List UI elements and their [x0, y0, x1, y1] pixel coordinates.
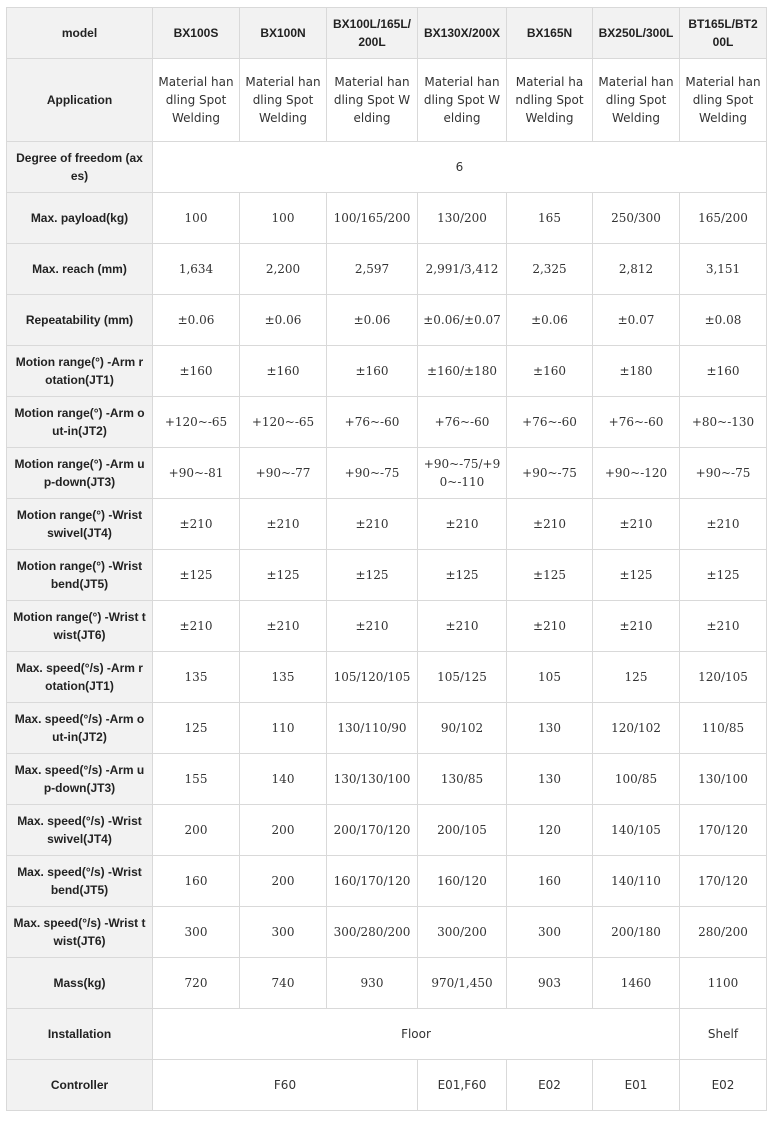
spec-value: 105 — [507, 652, 593, 703]
spec-value: ±125 — [507, 550, 593, 601]
dof-row — [7, 142, 767, 193]
spec-value: 300/280/200 — [327, 907, 418, 958]
row-label: Degree of freedom (axes) — [7, 142, 153, 193]
spec-value: ±0.08 — [680, 295, 767, 346]
model-name: BT165L/BT200L — [680, 8, 767, 59]
spec-value: +76~-60 — [327, 397, 418, 448]
spec-value: ±0.07 — [593, 295, 680, 346]
spec-value: ±210 — [680, 601, 767, 652]
spec-value: 200 — [153, 805, 240, 856]
spec-value: 125 — [153, 703, 240, 754]
spec-value: 130/85 — [418, 754, 507, 805]
spec-value: 2,597 — [327, 244, 418, 295]
spec-row — [7, 346, 767, 397]
spec-row — [7, 550, 767, 601]
model-name: BX250L/300L — [593, 8, 680, 59]
spec-value: 170/120 — [680, 805, 767, 856]
controller-row — [7, 1060, 767, 1111]
model-name: BX100N — [240, 8, 327, 59]
controller-value: F60 — [153, 1060, 418, 1111]
header-row — [7, 8, 767, 59]
model-name: BX165N — [507, 8, 593, 59]
spec-value: 165/200 — [680, 193, 767, 244]
spec-value: 120 — [507, 805, 593, 856]
spec-row — [7, 244, 767, 295]
spec-value: 135 — [153, 652, 240, 703]
spec-value: 135 — [240, 652, 327, 703]
controller-value: E01,F60 — [418, 1060, 507, 1111]
spec-value: 200/170/120 — [327, 805, 418, 856]
spec-value: +90~-75 — [680, 448, 767, 499]
spec-row — [7, 754, 767, 805]
spec-value: 300 — [153, 907, 240, 958]
installation-shelf: Shelf — [680, 1009, 767, 1060]
spec-value: 300 — [240, 907, 327, 958]
spec-value: 110/85 — [680, 703, 767, 754]
row-label: Max. payload(kg) — [7, 193, 153, 244]
spec-value: 165 — [507, 193, 593, 244]
spec-row — [7, 397, 767, 448]
spec-table-body — [7, 8, 767, 1111]
application-cell: Material handling Spot Welding — [240, 59, 327, 142]
spec-value: 100 — [153, 193, 240, 244]
spec-table — [6, 7, 767, 1111]
spec-value: 200/105 — [418, 805, 507, 856]
spec-row — [7, 295, 767, 346]
installation-floor: Floor — [153, 1009, 680, 1060]
row-label: Motion range(°) -Arm up-down(JT3) — [7, 448, 153, 499]
spec-value: 300 — [507, 907, 593, 958]
row-label: Max. speed(°/s) -Wrist twist(JT6) — [7, 907, 153, 958]
spec-value: 160/120 — [418, 856, 507, 907]
row-label: Max. speed(°/s) -Wrist bend(JT5) — [7, 856, 153, 907]
spec-value: ±210 — [327, 499, 418, 550]
spec-value: +90~-75/+90~-110 — [418, 448, 507, 499]
spec-value: ±180 — [593, 346, 680, 397]
spec-value: 130/110/90 — [327, 703, 418, 754]
spec-value: 130/100 — [680, 754, 767, 805]
spec-value: ±125 — [327, 550, 418, 601]
spec-value: ±210 — [153, 499, 240, 550]
spec-value: 160/170/120 — [327, 856, 418, 907]
spec-value: ±210 — [418, 499, 507, 550]
spec-value: 2,325 — [507, 244, 593, 295]
row-label: Max. reach (mm) — [7, 244, 153, 295]
spec-value: 300/200 — [418, 907, 507, 958]
spec-value: 120/102 — [593, 703, 680, 754]
spec-value: ±160 — [153, 346, 240, 397]
row-label: Motion range(°) -Arm rotation(JT1) — [7, 346, 153, 397]
spec-value: ±210 — [418, 601, 507, 652]
spec-value: 970/1,450 — [418, 958, 507, 1009]
spec-value: 720 — [153, 958, 240, 1009]
spec-value: 90/102 — [418, 703, 507, 754]
spec-row — [7, 805, 767, 856]
spec-value: ±210 — [327, 601, 418, 652]
spec-value: +120~-65 — [240, 397, 327, 448]
application-cell: Material handling Spot Welding — [680, 59, 767, 142]
spec-value: ±160 — [240, 346, 327, 397]
spec-value: 100/85 — [593, 754, 680, 805]
spec-value: ±160 — [507, 346, 593, 397]
spec-value: 105/125 — [418, 652, 507, 703]
spec-value: ±125 — [153, 550, 240, 601]
application-cell: Material handling Spot Welding — [327, 59, 418, 142]
spec-value: +90~-81 — [153, 448, 240, 499]
controller-value: E02 — [680, 1060, 767, 1111]
row-label: Installation — [7, 1009, 153, 1060]
spec-value: ±0.06 — [240, 295, 327, 346]
spec-value: 155 — [153, 754, 240, 805]
spec-value: 2,812 — [593, 244, 680, 295]
spec-value: 105/120/105 — [327, 652, 418, 703]
spec-value: +90~-75 — [327, 448, 418, 499]
spec-value: 140 — [240, 754, 327, 805]
model-name: BX100S — [153, 8, 240, 59]
spec-value: ±210 — [507, 499, 593, 550]
row-label: Max. speed(°/s) -Arm out-in(JT2) — [7, 703, 153, 754]
spec-value: 170/120 — [680, 856, 767, 907]
spec-row — [7, 448, 767, 499]
spec-value: 1460 — [593, 958, 680, 1009]
spec-value: +76~-60 — [593, 397, 680, 448]
row-label: Mass(kg) — [7, 958, 153, 1009]
spec-value: ±0.06/±0.07 — [418, 295, 507, 346]
row-label: Repeatability (mm) — [7, 295, 153, 346]
model-name: BX100L/165L/200L — [327, 8, 418, 59]
spec-value: +76~-60 — [507, 397, 593, 448]
spec-value: ±210 — [240, 499, 327, 550]
spec-value: 130 — [507, 754, 593, 805]
application-cell: Material handling Spot Welding — [418, 59, 507, 142]
spec-value: 200 — [240, 805, 327, 856]
spec-value: 280/200 — [680, 907, 767, 958]
spec-value: 110 — [240, 703, 327, 754]
spec-value: 200/180 — [593, 907, 680, 958]
spec-value: ±125 — [240, 550, 327, 601]
spec-value: 1,634 — [153, 244, 240, 295]
spec-value: ±125 — [680, 550, 767, 601]
row-label: Application — [7, 59, 153, 142]
spec-value: 130/130/100 — [327, 754, 418, 805]
row-label: Controller — [7, 1060, 153, 1111]
spec-value: ±125 — [593, 550, 680, 601]
spec-value: +90~-120 — [593, 448, 680, 499]
row-label: Max. speed(°/s) -Arm up-down(JT3) — [7, 754, 153, 805]
controller-value: E02 — [507, 1060, 593, 1111]
spec-value: ±160 — [327, 346, 418, 397]
spec-value: +76~-60 — [418, 397, 507, 448]
spec-value: 160 — [153, 856, 240, 907]
spec-value: 120/105 — [680, 652, 767, 703]
spec-value: 125 — [593, 652, 680, 703]
spec-value: ±210 — [507, 601, 593, 652]
spec-row — [7, 499, 767, 550]
spec-value: 130/200 — [418, 193, 507, 244]
application-cell: Material handling Spot Welding — [507, 59, 593, 142]
spec-value: +90~-75 — [507, 448, 593, 499]
row-label: Max. speed(°/s) -Wrist swivel(JT4) — [7, 805, 153, 856]
spec-value: 2,200 — [240, 244, 327, 295]
spec-value: ±0.06 — [153, 295, 240, 346]
spec-value: 140/110 — [593, 856, 680, 907]
spec-value: +120~-65 — [153, 397, 240, 448]
spec-value: +90~-77 — [240, 448, 327, 499]
row-label: Motion range(°) -Wrist bend(JT5) — [7, 550, 153, 601]
spec-value: ±210 — [240, 601, 327, 652]
spec-value: 250/300 — [593, 193, 680, 244]
spec-value: +80~-130 — [680, 397, 767, 448]
spec-value: ±0.06 — [507, 295, 593, 346]
spec-value: 200 — [240, 856, 327, 907]
model-name: BX130X/200X — [418, 8, 507, 59]
dof-value: 6 — [153, 142, 767, 193]
application-cell: Material handling Spot Welding — [593, 59, 680, 142]
row-label: Motion range(°) -Arm out-in(JT2) — [7, 397, 153, 448]
spec-value: 930 — [327, 958, 418, 1009]
spec-row — [7, 958, 767, 1009]
spec-value: ±210 — [680, 499, 767, 550]
spec-value: ±210 — [593, 601, 680, 652]
spec-row — [7, 703, 767, 754]
spec-value: 1100 — [680, 958, 767, 1009]
row-label: Motion range(°) -Wrist twist(JT6) — [7, 601, 153, 652]
spec-row — [7, 601, 767, 652]
row-label: Max. speed(°/s) -Arm rotation(JT1) — [7, 652, 153, 703]
spec-value: 160 — [507, 856, 593, 907]
spec-value: 100 — [240, 193, 327, 244]
installation-row — [7, 1009, 767, 1060]
row-label: Motion range(°) -Wrist swivel(JT4) — [7, 499, 153, 550]
spec-value: 100/165/200 — [327, 193, 418, 244]
spec-value: ±160 — [680, 346, 767, 397]
spec-value: ±160/±180 — [418, 346, 507, 397]
spec-row — [7, 856, 767, 907]
spec-row — [7, 652, 767, 703]
spec-value: 740 — [240, 958, 327, 1009]
spec-value: ±210 — [153, 601, 240, 652]
header-label: model — [7, 8, 153, 59]
spec-value: 903 — [507, 958, 593, 1009]
spec-row — [7, 907, 767, 958]
spec-value: ±210 — [593, 499, 680, 550]
spec-row — [7, 193, 767, 244]
controller-value: E01 — [593, 1060, 680, 1111]
spec-value: 2,991/3,412 — [418, 244, 507, 295]
spec-value: 140/105 — [593, 805, 680, 856]
application-row — [7, 59, 767, 142]
spec-value: 3,151 — [680, 244, 767, 295]
spec-value: ±0.06 — [327, 295, 418, 346]
application-cell: Material handling Spot Welding — [153, 59, 240, 142]
spec-value: ±125 — [418, 550, 507, 601]
spec-value: 130 — [507, 703, 593, 754]
